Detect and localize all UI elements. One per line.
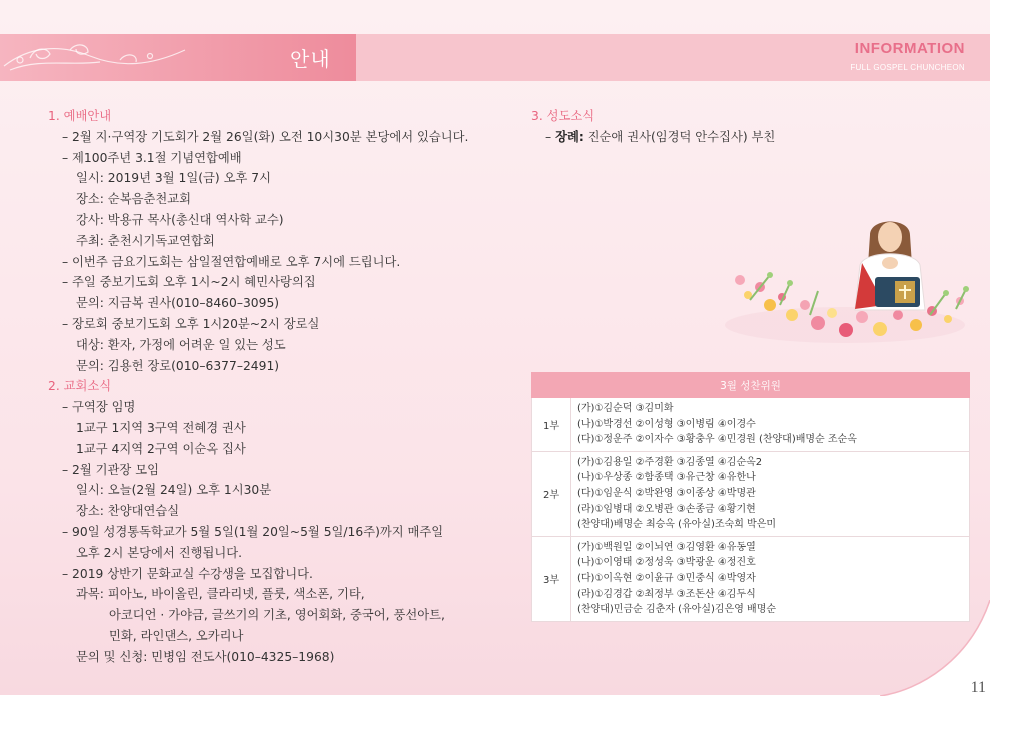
notice-line: – 구역장 임명 [62,400,136,415]
page-title: 안내 [290,47,331,71]
notice-line: 민화, 라인댄스, 오카리나 [109,628,244,643]
member-line: (가)①백원일 ②이뇌연 ③김영환 ④유동열 [577,541,756,553]
notice-line: – 2월 기관장 모임 [62,462,159,477]
praying-figure-icon [855,222,925,311]
notice-line: 문의: 김용헌 장로(010–6377–2491) [76,358,280,373]
floral-ornament-icon [0,36,190,78]
table-title: 3월 성찬위원 [532,373,970,398]
notice-line: 주최: 춘천시기독교연합회 [76,233,215,248]
member-line: (찬양대)배명순 최승옥 (유아실)조숙희 박은미 [577,519,777,531]
notice-line: 과목: 피아노, 바이올린, 클라리넷, 플룻, 색소폰, 기타, [76,587,365,602]
notice-line: – 장로회 중보기도회 오후 1시20분~2시 장로실 [62,316,320,331]
member-line: (가)①김용일 ②주경환 ③김종열 ④김순옥2 [577,456,763,468]
notice-line: 일시: 오늘(2월 24일) 오후 1시30분 [76,483,272,498]
notice-line: – 주일 중보기도회 오후 1시~2시 혜민사랑의집 [62,275,316,290]
flower-cluster-icon [725,272,969,343]
notice-line: 문의 및 신청: 민병임 전도사(010–4325–1968) [76,649,335,664]
member-line: (다)①정운주 ②이자수 ③황충우 ④민경원 (찬양대)배명순 조순옥 [577,434,857,446]
jesus-praying-flowers-illustration [720,205,970,355]
member-line: (라)①임병대 ②오병관 ③손종금 ④황기현 [577,503,756,515]
service-part: 1부 [532,398,571,452]
notice-line: 1교구 4지역 2구역 이순옥 집사 [76,441,246,456]
notice-line: – 2019 상반기 문화교실 수강생을 모집합니다. [62,566,313,581]
section-title-worship: 1. 예배안내 [48,109,112,123]
service-part: 2부 [532,451,571,536]
notice-line: 1교구 1지역 3구역 전혜경 권사 [76,420,246,435]
notice-line: – 이번주 금요기도회는 삼일절연합예배로 오후 7시에 드립니다. [62,254,401,269]
table-row [532,451,970,536]
member-line: (다)①이옥현 ②이윤규 ③민중식 ④박영자 [577,572,756,584]
dash: – [545,129,556,144]
member-line: (찬양대)민금순 김춘자 (유아실)김은영 배명순 [577,604,777,616]
member-line: (가)①김순덕 ③김미화 [577,403,674,414]
notice-line: – 제100주년 3.1절 기념연합예배 [62,150,242,165]
notice-line: 강사: 박용규 목사(총신대 역사학 교수) [76,212,284,227]
funeral-notice [531,127,971,148]
notice-line: 일시: 2019년 3월 1일(금) 오후 7시 [76,171,271,186]
section-title-member-news: 3. 성도소식 [531,109,595,123]
table-row [532,398,970,452]
notice-line: 오후 2시 본당에서 진행됩니다. [76,545,243,560]
section-title-church-news: 2. 교회소식 [48,379,112,394]
member-line: (라)①김경갑 ②최정부 ③조돈산 ④김두식 [577,588,756,600]
communion-committee-table [531,372,970,622]
information-title: INFORMATION [854,40,965,57]
member-names [571,451,970,536]
member-line: (나)①박경선 ②이성형 ③이병림 ④이경수 [577,418,756,430]
funeral-label: 장례: [555,129,584,144]
page-number: 11 [970,679,986,696]
notice-line: 아코디언 · 가야금, 글쓰기의 기초, 영어회화, 중국어, 풍선아트, [109,608,445,623]
member-names [571,398,970,452]
notice-line: – 90일 성경통독학교가 5월 5일(1월 20일~5월 5일/16주)까지 매주일 [62,524,444,539]
notice-line: 장소: 찬양대연습실 [76,504,180,519]
notice-line: 대상: 환자, 가정에 어려운 일 있는 성도 [76,337,286,352]
service-part: 3부 [532,536,571,621]
member-line: (나)①우상종 ②함종택 ③유근창 ④유한나 [577,472,756,484]
member-line: (나)①이영태 ②정성욱 ③박광운 ④정진호 [577,557,756,569]
right-column [531,106,971,148]
information-subtitle: FULL GOSPEL CHUNCHEON [850,63,965,72]
funeral-text: 진순애 권사(임경덕 안수집사) 부친 [583,129,776,144]
table-header-row [532,373,970,398]
member-line: (다)①임운식 ②박완영 ③이종상 ④박명관 [577,487,756,499]
left-column [48,106,488,668]
notice-line: – 2월 지·구역장 기도회가 2월 26일(화) 오전 10시30분 본당에서 있습니다. [62,129,469,144]
notice-line: 문의: 지금복 권사(010–8460–3095) [76,296,280,311]
notice-line: 장소: 순복음춘천교회 [76,192,191,207]
